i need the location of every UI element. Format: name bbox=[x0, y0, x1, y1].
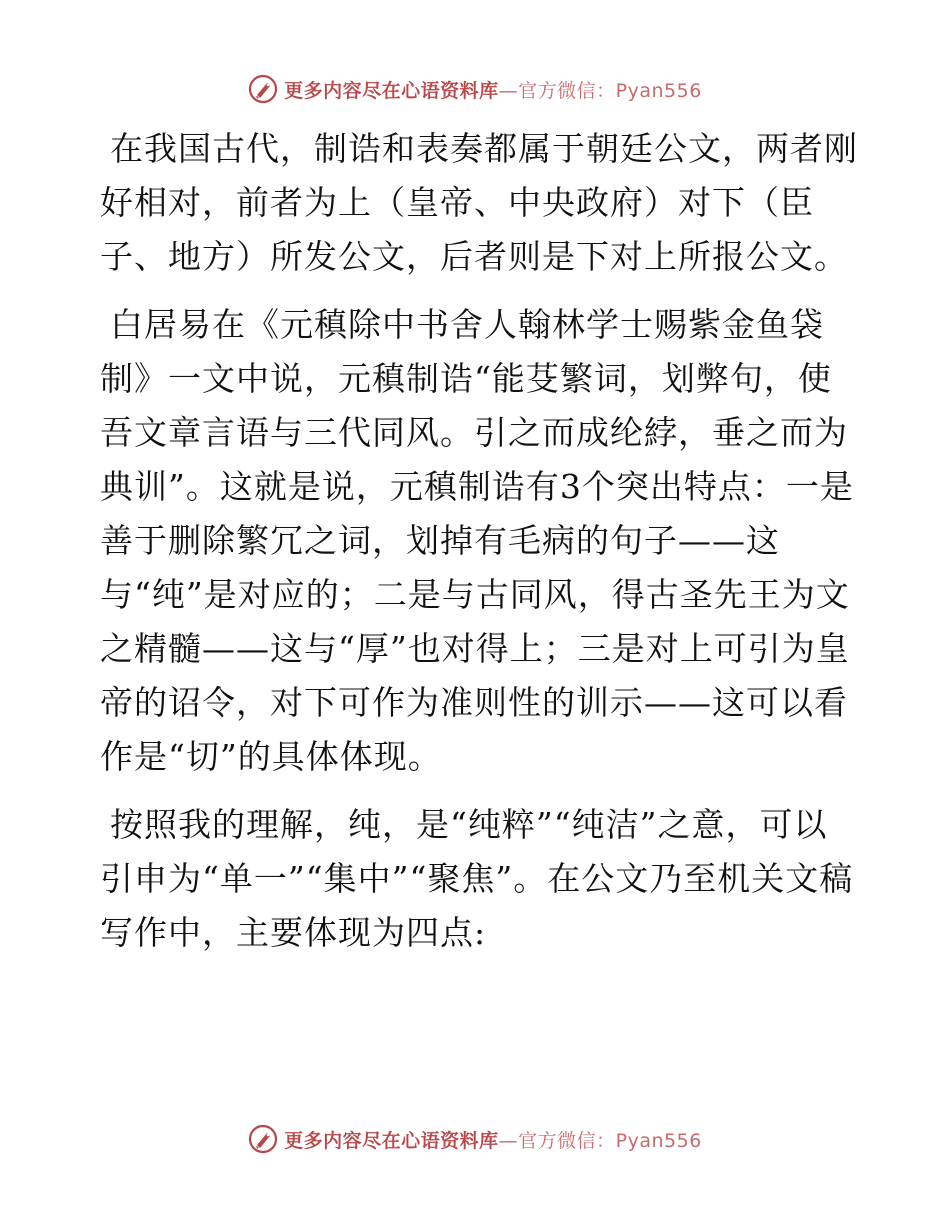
watermark-main-text: 更多内容尽在心语资料库 bbox=[284, 1129, 499, 1152]
footer-watermark bbox=[0, 1122, 950, 1156]
paragraph-3: 按照我的理解，纯，是“纯粹”“纯洁”之意，可以引申为“单一”“集中”“聚焦”。在公文乃至机关文稿写作中，主要体现为四点: bbox=[100, 805, 854, 952]
watermark-wechat-text: 官方微信：Pyan556 bbox=[518, 1129, 702, 1152]
pen-nib-icon bbox=[248, 74, 278, 104]
paragraph-2: 白居易在《元稹除中书舍人翰林学士赐紫金鱼袋制》一文中说，元稹制诰“能芟繁词，划弊句，使吾文章言语与三代同风。引之而成纶綍，垂之而为典训”。这就是说，元稹制诰有3个突出特点：一是善于删除繁冗之词，划掉有毛病的句子——这与“纯”是对应的；二是与古同风，得古圣先王为文之精髓——这与“厚”也对得上；三是对上可引为皇帝的诏令，对下可作为准则性的训示——这可以看作是“切”的具体体现。 bbox=[100, 305, 854, 776]
watermark-text bbox=[284, 1126, 702, 1153]
watermark-separator: — bbox=[498, 1129, 519, 1152]
paragraph-1: 在我国古代，制诰和表奏都属于朝廷公文，两者刚好相对，前者为上（皇帝、中央政府）对下（臣子、地方）所发公文，后者则是下对上所报公文。 bbox=[100, 129, 858, 276]
pen-nib-icon bbox=[248, 1124, 278, 1154]
watermark-separator: — bbox=[498, 79, 519, 102]
watermark-main-text: 更多内容尽在心语资料库 bbox=[284, 79, 499, 102]
header-watermark bbox=[0, 72, 950, 106]
document-body bbox=[100, 122, 860, 974]
watermark-text bbox=[284, 76, 702, 103]
watermark-wechat-text: 官方微信：Pyan556 bbox=[518, 79, 702, 102]
